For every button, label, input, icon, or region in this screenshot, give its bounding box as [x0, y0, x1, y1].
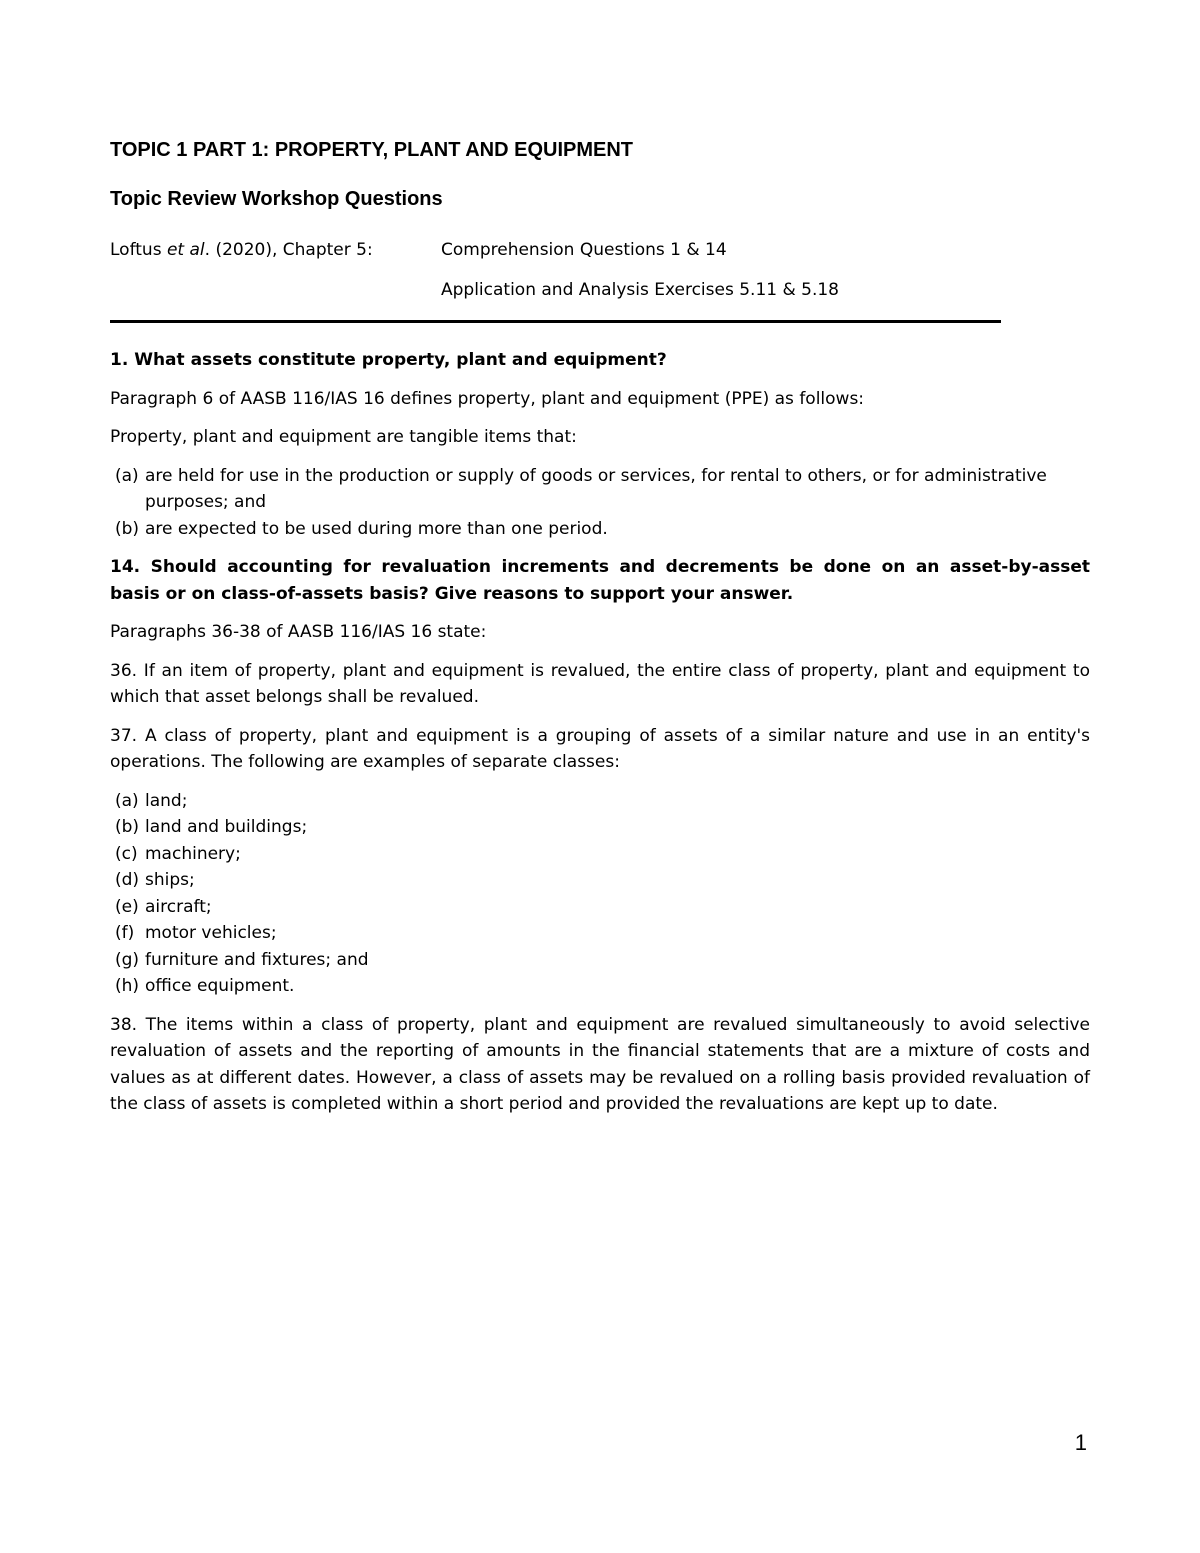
paragraph-37	[110, 723, 1090, 776]
list-item-text: furniture and fixtures; and	[145, 949, 369, 970]
paragraph-37-text: . A class of property, plant and equipment is a grouping of assets of a similar nature and use in an entity's operations. The following are examples of separate classes:	[110, 725, 1090, 772]
list-item	[110, 516, 1090, 543]
page-number: 1	[1074, 1430, 1087, 1455]
list-item	[110, 788, 1090, 815]
paragraph-38-text: . The items within a class of property, plant and equipment are revalued simultaneously to avoid selective revaluation of assets and the reporting of amounts in the financial statements that are a mixture of costs and values as at different dates. However, a class of assets may be revalued on a rolling basis provided revaluation of the class of assets is completed within a short period and provided the revaluations are kept up to date.	[110, 1014, 1090, 1114]
list-item	[110, 973, 1090, 1000]
list-item-text: aircraft;	[145, 896, 212, 917]
list-item-label: (b)	[115, 817, 140, 837]
list-item-label: (a)	[115, 790, 139, 811]
paragraph-36	[110, 658, 1090, 711]
question-1-paragraph-2: Property, plant and equipment are tangible items that:	[110, 427, 577, 447]
list-item-label: (d)	[115, 870, 140, 890]
asset-classes-list	[110, 788, 1090, 1000]
page-title: TOPIC 1 PART 1: PROPERTY, PLANT AND EQUIPMENT	[110, 139, 634, 161]
list-item-text: motor vehicles;	[145, 923, 277, 943]
list-item	[110, 814, 1090, 841]
reference-item-comprehension: Comprehension Questions 1 & 14	[441, 240, 727, 260]
list-item-label: (e)	[115, 896, 139, 917]
textbook-reference	[110, 237, 373, 264]
list-item-label: (a)	[115, 465, 139, 486]
list-item	[110, 867, 1090, 894]
list-item-label: (f)	[115, 923, 135, 943]
question-14-heading: 14. Should accounting for revaluation increments and decrements be done on an asset-by-asset basis or on class-of-assets basis? Give reasons to support your answer.	[110, 557, 1090, 604]
list-item-text: are expected to be used during more than one period.	[145, 518, 608, 539]
list-item-text: machinery;	[145, 843, 241, 864]
reference-item-exercises: Application and Analysis Exercises 5.11 & 5.18	[441, 280, 839, 300]
list-item-text: ships;	[145, 870, 195, 890]
question-1-heading: 1. What assets constitute property, plant and equipment?	[110, 350, 667, 370]
document-body	[110, 347, 1090, 1130]
list-item-text: land and buildings;	[145, 817, 308, 837]
list-item-label: (h)	[115, 976, 140, 996]
reference-et-al: et al	[166, 240, 205, 260]
paragraph-36-text: . If an item of property, plant and equipment is revalued, the entire class of property, plant and equipment to which that asset belongs shall be revalued.	[110, 660, 1090, 707]
paragraph-38-number: 38	[110, 1014, 132, 1035]
paragraph-37-number: 37	[110, 725, 132, 746]
list-item-label: (g)	[115, 949, 140, 970]
question-14-intro: Paragraphs 36-38 of AASB 116/IAS 16 state:	[110, 622, 487, 642]
list-item	[110, 947, 1090, 974]
page-subtitle: Topic Review Workshop Questions	[110, 188, 443, 210]
list-item-text: office equipment.	[145, 976, 295, 996]
paragraph-38	[110, 1012, 1090, 1118]
list-item	[110, 920, 1090, 947]
ppe-definition-list	[110, 463, 1090, 543]
list-item-label: (b)	[115, 518, 140, 539]
paragraph-36-number: 36	[110, 660, 132, 681]
reference-year-chapter: . (2020), Chapter 5:	[204, 240, 373, 260]
section-divider	[110, 320, 1001, 323]
list-item	[110, 894, 1090, 921]
list-item	[110, 463, 1090, 516]
reference-authors: Loftus	[110, 240, 162, 260]
list-item	[110, 841, 1090, 868]
list-item-text: land;	[145, 790, 188, 811]
list-item-text: are held for use in the production or supply of goods or services, for rental to others, or for administrative purposes; and	[145, 465, 1047, 512]
question-1-paragraph-1: Paragraph 6 of AASB 116/IAS 16 defines property, plant and equipment (PPE) as follows:	[110, 388, 865, 409]
list-item-label: (c)	[115, 843, 138, 864]
